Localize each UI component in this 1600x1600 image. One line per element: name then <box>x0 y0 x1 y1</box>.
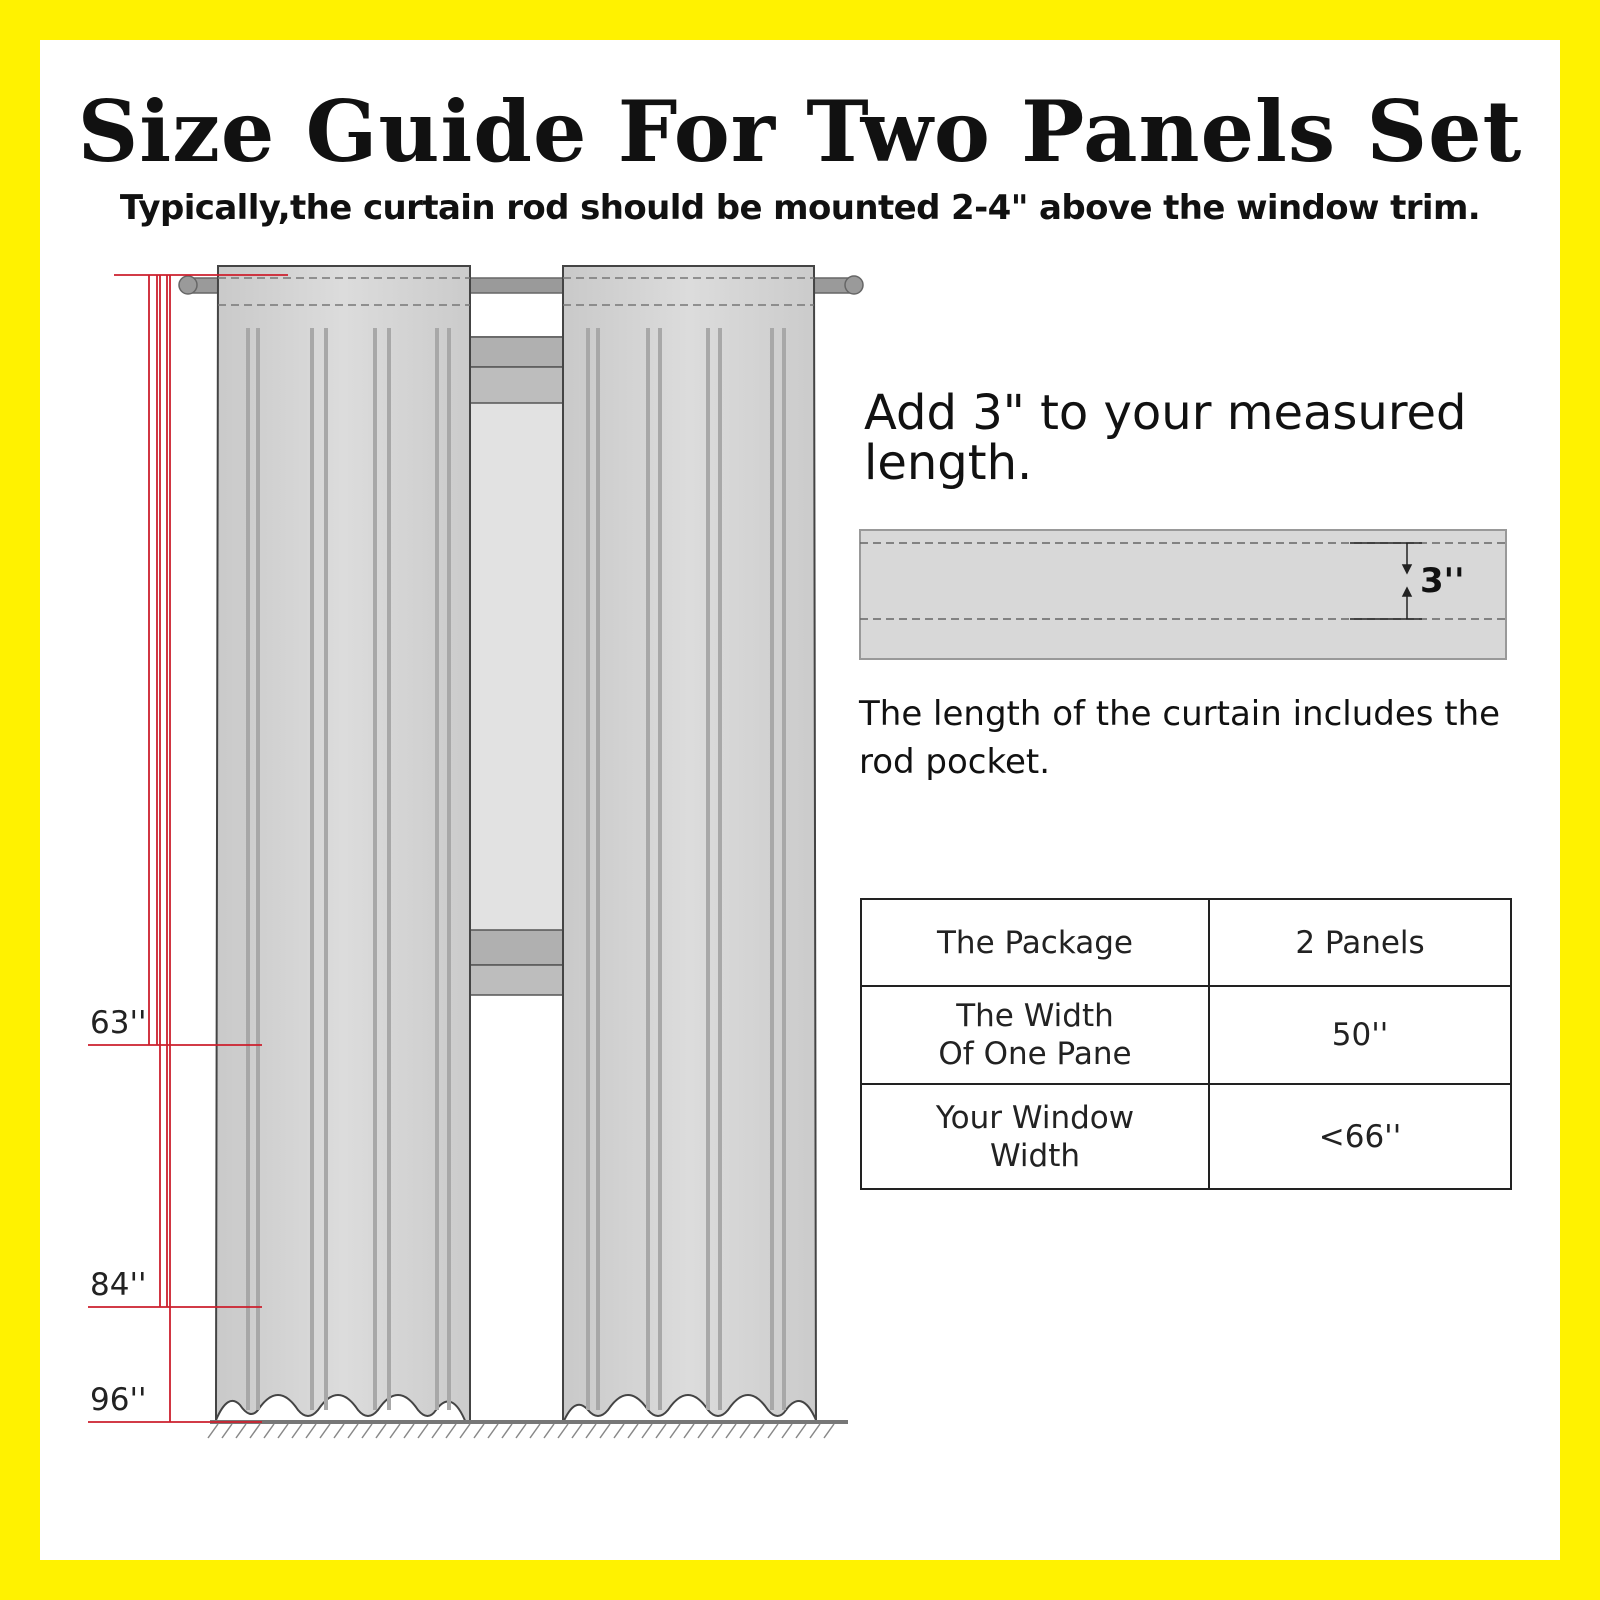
hatch-mark <box>754 1424 764 1438</box>
measurement-label-84: 84'' <box>90 1267 147 1303</box>
left-curtain-panel-icon <box>216 266 470 1423</box>
hatch-mark <box>432 1424 442 1438</box>
hatch-mark <box>824 1424 834 1438</box>
hatch-mark <box>544 1424 554 1438</box>
hatch-mark <box>642 1424 652 1438</box>
hatch-mark <box>782 1424 792 1438</box>
hatch-mark <box>530 1424 540 1438</box>
right-curtain-panel-icon <box>563 266 816 1423</box>
hatch-mark <box>404 1424 414 1438</box>
hatch-mark <box>460 1424 470 1438</box>
hatch-mark <box>712 1424 722 1438</box>
rod-pocket-note: The length of the curtain includes the rod pocket. <box>859 694 1501 782</box>
hatch-mark <box>418 1424 428 1438</box>
hatch-mark <box>698 1424 708 1438</box>
hatch-mark <box>362 1424 372 1438</box>
hatch-mark <box>236 1424 246 1438</box>
rod-pocket-heading: Add 3" to your measured length. <box>864 385 1467 491</box>
table-cell-label-text: Your Window Width <box>935 1099 1135 1174</box>
hatch-mark <box>516 1424 526 1438</box>
spec-table <box>860 898 1512 1190</box>
table-cell-value: 2 Panels <box>1209 899 1511 986</box>
hatch-mark <box>334 1424 344 1438</box>
hatch-mark <box>446 1424 456 1438</box>
hatch-mark <box>348 1424 358 1438</box>
rod-pocket-value: 3'' <box>1420 561 1465 601</box>
hatch-mark <box>684 1424 694 1438</box>
hatch-mark <box>222 1424 232 1438</box>
table-cell-value: 50'' <box>1209 986 1511 1084</box>
measurement-label-63: 63'' <box>90 1005 147 1041</box>
hatch-mark <box>264 1424 274 1438</box>
hatch-mark <box>628 1424 638 1438</box>
hatch-mark <box>600 1424 610 1438</box>
hatch-mark <box>292 1424 302 1438</box>
hatch-mark <box>502 1424 512 1438</box>
hatch-mark <box>740 1424 750 1438</box>
hatch-mark <box>810 1424 820 1438</box>
page-subtitle: Typically,the curtain rod should be mounted 2-4" above the window trim. <box>119 188 1481 228</box>
hatch-mark <box>614 1424 624 1438</box>
hatch-mark <box>796 1424 806 1438</box>
table-cell-label: The Package <box>861 899 1209 986</box>
table-row <box>861 1084 1511 1189</box>
hatch-mark <box>390 1424 400 1438</box>
table-cell-label <box>861 1084 1209 1189</box>
hatch-mark <box>488 1424 498 1438</box>
hatch-mark <box>208 1424 218 1438</box>
hatch-mark <box>726 1424 736 1438</box>
table-cell-label <box>861 986 1209 1084</box>
table-row <box>861 986 1511 1084</box>
hatch-mark <box>586 1424 596 1438</box>
hatch-mark <box>278 1424 288 1438</box>
floor-hatch-icon <box>208 1422 848 1438</box>
measurement-label-96: 96'' <box>90 1382 147 1418</box>
table-cell-label-text: The Width Of One Pane <box>938 998 1132 1072</box>
table-cell-value: <66'' <box>1209 1084 1511 1189</box>
hatch-mark <box>320 1424 330 1438</box>
hatch-mark <box>558 1424 568 1438</box>
page-title: Size Guide For Two Panels Set <box>77 82 1523 181</box>
hatch-mark <box>572 1424 582 1438</box>
hatch-mark <box>656 1424 666 1438</box>
hatch-mark <box>768 1424 778 1438</box>
hatch-mark <box>376 1424 386 1438</box>
hatch-mark <box>670 1424 680 1438</box>
hatch-mark <box>250 1424 260 1438</box>
hatch-mark <box>306 1424 316 1438</box>
table-row <box>861 899 1511 986</box>
window-icon <box>468 337 564 995</box>
hatch-mark <box>474 1424 484 1438</box>
